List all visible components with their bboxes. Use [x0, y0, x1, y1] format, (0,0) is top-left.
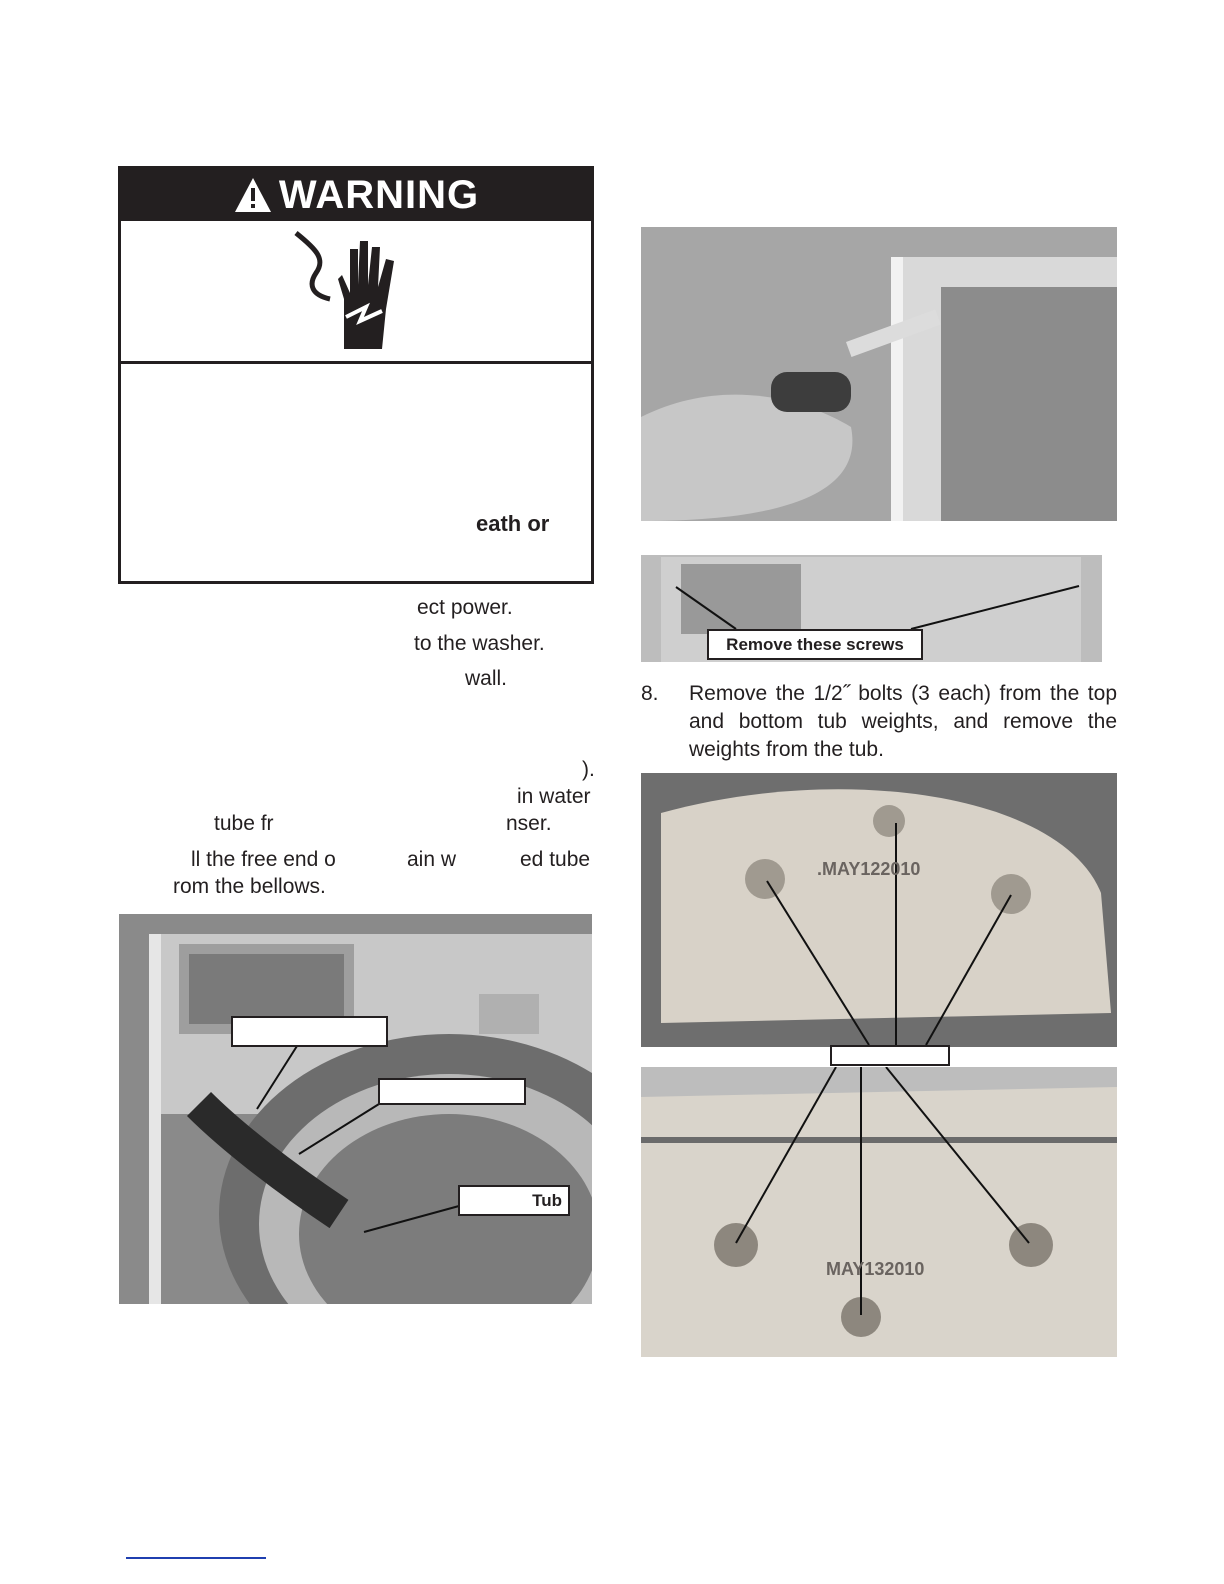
photo-top-weight	[641, 773, 1117, 1047]
footer-link-line	[126, 1557, 266, 1559]
text-fragment-6: tube fr	[214, 812, 274, 835]
text-fragment-1: ect power.	[417, 596, 513, 619]
text-fragment-10: ed tube	[520, 848, 591, 871]
text-fragment-2: to the washer.	[414, 632, 545, 655]
photo-bottom-weight-image	[641, 1067, 1117, 1357]
photo-washer-bellows-image	[119, 914, 592, 1304]
photo-panel-screws	[641, 539, 1102, 662]
warning-hand-section	[121, 221, 591, 364]
step-8-number: 8.	[641, 682, 659, 705]
text-fragment-7: nser.	[506, 812, 552, 835]
stamp-top: .MAY122010	[817, 859, 921, 879]
step-8-text: Remove the 1/2˝ bolts (3 each) from the top and bottom tub weights, and remove the weights from the tub.	[689, 682, 1117, 761]
text-fragment-9: ain w	[407, 848, 457, 871]
photo-label-1	[231, 1016, 388, 1047]
photo-label-tub: Tub	[458, 1185, 570, 1216]
text-fragment-4: ).	[582, 758, 595, 781]
remove-screws-label: Remove these screws	[707, 629, 923, 660]
warning-title: WARNING	[278, 172, 480, 217]
warning-text: eath or	[476, 511, 550, 536]
text-fragment-8: ll the free end o	[191, 848, 336, 871]
photo-screwdriver	[641, 227, 1117, 521]
warning-header	[121, 169, 591, 221]
photo-washer-bellows	[119, 914, 592, 1304]
electric-shock-hand-icon	[286, 229, 416, 355]
photo-label-2	[378, 1078, 526, 1105]
photo-top-weight-image	[641, 773, 1117, 1047]
photo-bottom-weight	[641, 1067, 1117, 1357]
warning-triangle-icon	[233, 176, 273, 214]
weights-label	[830, 1045, 950, 1066]
text-fragment-5: in water	[517, 785, 591, 808]
photo-screwdriver-image	[641, 227, 1117, 521]
text-fragment-11: rom the bellows.	[173, 875, 326, 898]
stamp-bottom: MAY132010	[826, 1259, 925, 1279]
text-fragment-3: wall.	[465, 667, 508, 690]
warning-box	[118, 166, 594, 584]
